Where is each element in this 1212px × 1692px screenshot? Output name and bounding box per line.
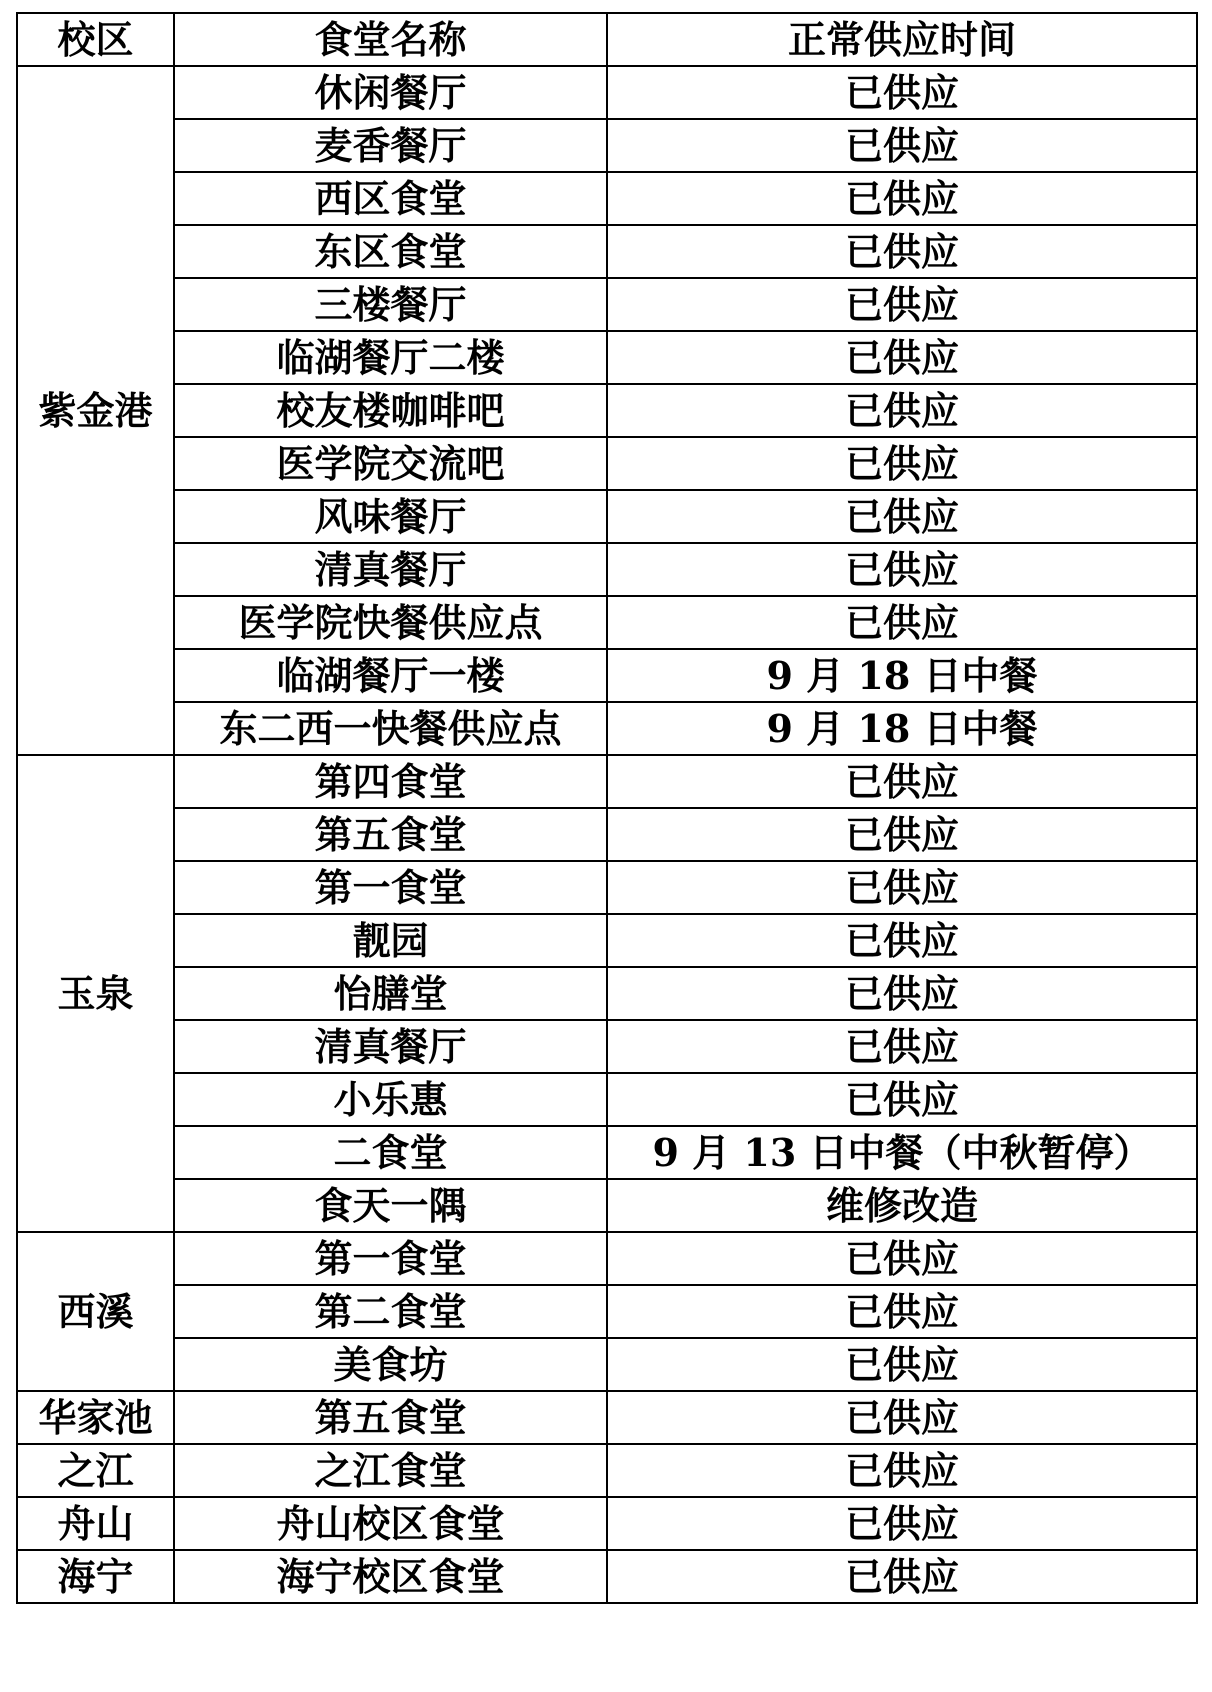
canteen-name-cell: 怡膳堂 <box>174 967 607 1020</box>
canteen-name-cell: 第五食堂 <box>174 1391 607 1444</box>
header-canteen-name: 食堂名称 <box>174 13 607 66</box>
supply-time-cell: 已供应 <box>607 1338 1197 1391</box>
canteen-name-cell: 第五食堂 <box>174 808 607 861</box>
canteen-name-cell: 东区食堂 <box>174 225 607 278</box>
table-row <box>17 437 1197 490</box>
canteen-name-cell: 第二食堂 <box>174 1285 607 1338</box>
header-campus: 校区 <box>17 13 174 66</box>
table-row <box>17 172 1197 225</box>
table-row <box>17 1285 1197 1338</box>
header-row <box>17 13 1197 66</box>
table-row <box>17 1020 1197 1073</box>
supply-time-cell: 已供应 <box>607 172 1197 225</box>
supply-time-cell: 9 月 18 日中餐 <box>607 649 1197 702</box>
supply-time-cell: 已供应 <box>607 1391 1197 1444</box>
canteen-name-cell: 清真餐厅 <box>174 543 607 596</box>
table-row <box>17 1391 1197 1444</box>
supply-time-cell: 已供应 <box>607 755 1197 808</box>
table-row <box>17 649 1197 702</box>
supply-time-cell: 已供应 <box>607 119 1197 172</box>
canteen-name-cell: 临湖餐厅一楼 <box>174 649 607 702</box>
table-row <box>17 278 1197 331</box>
supply-time-cell: 已供应 <box>607 914 1197 967</box>
supply-time-cell: 已供应 <box>607 1232 1197 1285</box>
supply-time-cell: 已供应 <box>607 1550 1197 1603</box>
canteen-name-cell: 医学院交流吧 <box>174 437 607 490</box>
canteen-schedule-table <box>16 12 1198 1604</box>
canteen-name-cell: 靓园 <box>174 914 607 967</box>
canteen-name-cell: 风味餐厅 <box>174 490 607 543</box>
supply-time-cell: 已供应 <box>607 225 1197 278</box>
supply-time-cell: 已供应 <box>607 1285 1197 1338</box>
table-row <box>17 1497 1197 1550</box>
table-row <box>17 808 1197 861</box>
campus-cell: 舟山 <box>17 1497 174 1550</box>
supply-time-cell: 已供应 <box>607 543 1197 596</box>
table-row <box>17 755 1197 808</box>
canteen-name-cell: 第四食堂 <box>174 755 607 808</box>
supply-time-cell: 9 月 13 日中餐（中秋暂停） <box>607 1126 1197 1179</box>
supply-time-cell: 已供应 <box>607 278 1197 331</box>
supply-time-cell: 维修改造 <box>607 1179 1197 1232</box>
supply-time-cell: 已供应 <box>607 1073 1197 1126</box>
canteen-name-cell: 三楼餐厅 <box>174 278 607 331</box>
canteen-name-cell: 之江食堂 <box>174 1444 607 1497</box>
supply-time-cell: 已供应 <box>607 437 1197 490</box>
canteen-name-cell: 临湖餐厅二楼 <box>174 331 607 384</box>
canteen-name-cell: 校友楼咖啡吧 <box>174 384 607 437</box>
table-row <box>17 119 1197 172</box>
canteen-name-cell: 美食坊 <box>174 1338 607 1391</box>
table-row <box>17 702 1197 755</box>
table-row <box>17 1179 1197 1232</box>
supply-time-cell: 已供应 <box>607 1444 1197 1497</box>
canteen-name-cell: 医学院快餐供应点 <box>174 596 607 649</box>
table-row <box>17 914 1197 967</box>
supply-time-cell: 已供应 <box>607 967 1197 1020</box>
canteen-name-cell: 清真餐厅 <box>174 1020 607 1073</box>
table-row <box>17 384 1197 437</box>
supply-time-cell: 已供应 <box>607 1497 1197 1550</box>
header-supply-time: 正常供应时间 <box>607 13 1197 66</box>
table-row <box>17 967 1197 1020</box>
campus-cell: 海宁 <box>17 1550 174 1603</box>
table-row <box>17 66 1197 119</box>
table-row <box>17 596 1197 649</box>
canteen-name-cell: 舟山校区食堂 <box>174 1497 607 1550</box>
table-row <box>17 1550 1197 1603</box>
table-row <box>17 490 1197 543</box>
canteen-name-cell: 二食堂 <box>174 1126 607 1179</box>
supply-time-cell: 已供应 <box>607 596 1197 649</box>
supply-time-cell: 已供应 <box>607 490 1197 543</box>
table-row <box>17 861 1197 914</box>
supply-time-cell: 已供应 <box>607 861 1197 914</box>
canteen-name-cell: 西区食堂 <box>174 172 607 225</box>
canteen-name-cell: 麦香餐厅 <box>174 119 607 172</box>
table-row <box>17 543 1197 596</box>
campus-cell: 西溪 <box>17 1232 174 1391</box>
canteen-name-cell: 第一食堂 <box>174 861 607 914</box>
canteen-name-cell: 小乐惠 <box>174 1073 607 1126</box>
campus-cell: 紫金港 <box>17 66 174 755</box>
canteen-name-cell: 海宁校区食堂 <box>174 1550 607 1603</box>
table-row <box>17 1232 1197 1285</box>
supply-time-cell: 已供应 <box>607 66 1197 119</box>
table-body <box>17 66 1197 1603</box>
table-row <box>17 1444 1197 1497</box>
table-row <box>17 1338 1197 1391</box>
canteen-name-cell: 休闲餐厅 <box>174 66 607 119</box>
supply-time-cell: 已供应 <box>607 808 1197 861</box>
supply-time-cell: 已供应 <box>607 331 1197 384</box>
canteen-name-cell: 食天一隅 <box>174 1179 607 1232</box>
campus-cell: 玉泉 <box>17 755 174 1232</box>
table-row <box>17 331 1197 384</box>
supply-time-cell: 已供应 <box>607 1020 1197 1073</box>
campus-cell: 华家池 <box>17 1391 174 1444</box>
supply-time-cell: 9 月 18 日中餐 <box>607 702 1197 755</box>
campus-cell: 之江 <box>17 1444 174 1497</box>
canteen-name-cell: 第一食堂 <box>174 1232 607 1285</box>
table-row <box>17 225 1197 278</box>
table-row <box>17 1073 1197 1126</box>
table-row <box>17 1126 1197 1179</box>
supply-time-cell: 已供应 <box>607 384 1197 437</box>
canteen-name-cell: 东二西一快餐供应点 <box>174 702 607 755</box>
